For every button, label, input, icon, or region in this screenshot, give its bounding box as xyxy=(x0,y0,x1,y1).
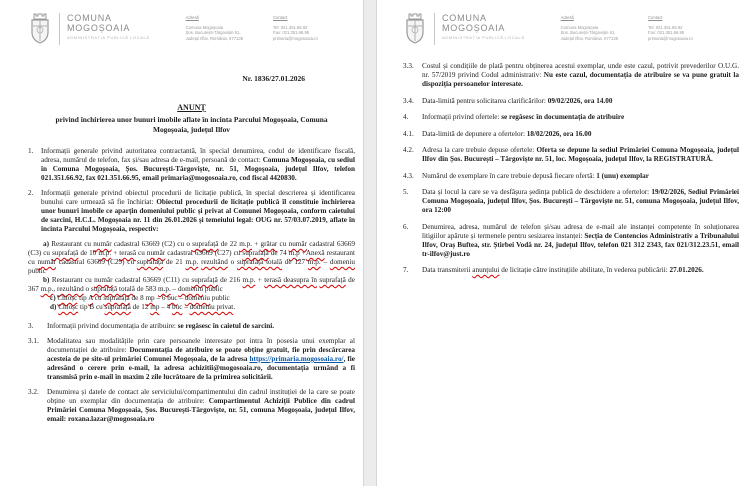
text-segment: de 367 xyxy=(28,276,355,293)
text-segment: public xyxy=(28,267,46,275)
spellcheck-flagged-text: m.p. xyxy=(242,276,256,284)
text-segment: Informații privind documentația de atribuire: xyxy=(47,322,178,330)
text-segment: Restaurant cu xyxy=(51,276,95,284)
page1-body xyxy=(28,147,355,424)
page2-body xyxy=(403,62,739,275)
text-segment: public xyxy=(209,294,230,302)
spellcheck-flagged-text: domeniu xyxy=(329,258,355,266)
text-segment: cadastral 63669 (C11) cu xyxy=(112,276,192,284)
letterhead-contact xyxy=(648,15,693,41)
text-segment: 19/02/2026, Sediul Primăriei Comuna Mogoșoaia, județul Ilfov, Șos. București – Târgoviște nr. 51, comuna Mogoșoaia, județul Ilfov, ora 12:00 xyxy=(422,188,739,214)
paragraph-number: 4. xyxy=(403,113,409,121)
org-block xyxy=(67,14,150,40)
text-segment: cadastral 63669 (C3) cu xyxy=(28,240,355,257)
text-segment: de 216 xyxy=(217,276,243,284)
text-segment: Restaurant cu xyxy=(51,240,94,248)
text-segment: de 74 xyxy=(268,249,289,257)
text-segment: a) xyxy=(43,240,52,248)
org-name xyxy=(442,14,525,33)
text-segment: + xyxy=(299,249,306,257)
paragraph-3-4 xyxy=(403,97,739,106)
text-segment: Obiectul procedurii de licitație publică îl constituie închirierea unor bunuri imobile ce aparțin domeniului public și privat al Comunei Mogoșoaia, conform caietului de sarcini, H.C.L. Mogoșoaia nr. 11 din 26.01.2026 și temeiului legal: OUG nr. 57/03.07.2019, aflate în incinta Parcului Mogoșoaia, respectiv: xyxy=(41,198,355,233)
spellcheck-flagged-text: m.p. xyxy=(40,285,54,293)
spellcheck-flagged-text: suprafață xyxy=(319,276,346,284)
paragraph-number: 3.1. xyxy=(28,337,39,345)
text-segment: public xyxy=(203,285,223,293)
org-name-line1: COMUNA xyxy=(442,13,487,23)
coat-of-arms-icon xyxy=(28,12,52,51)
spellcheck-flagged-text: număr xyxy=(93,240,112,248)
text-segment: . xyxy=(233,303,236,311)
text-segment: Numărul de exemplare în care trebuie depusă fiecare ofertă: xyxy=(422,171,597,180)
text-segment: Data și locul la care se va desfășura ședința publică de deschidere a ofertelor: xyxy=(422,188,652,196)
paragraph-1 xyxy=(28,147,355,183)
spellcheck-flagged-text: număr xyxy=(288,240,307,248)
paragraph-number: 5. xyxy=(403,188,409,196)
paragraph-4-1 xyxy=(403,130,739,139)
text-segment: Compartimentul Achiziții Publice din cadrul Primăriei Comuna Mogoșoaia, Șos. București-Târgoviște, nr. 51, comuna Mogoșoaia, județul Ilfov, email: roxana.lazar@mogosoaia.ro xyxy=(47,397,355,423)
text-segment: – xyxy=(182,303,190,311)
text-segment: cu xyxy=(92,294,104,302)
contact-line: primaria@mogosoaia.ro xyxy=(648,35,693,41)
paragraph xyxy=(28,240,355,276)
spellcheck-flagged-text: Chioșc xyxy=(57,294,78,302)
page-2 xyxy=(377,0,741,486)
letterhead xyxy=(28,10,355,58)
spellcheck-flagged-text: suprafață xyxy=(104,303,131,311)
text-segment: Nu este cazul, documentația de atribuire se va pune gratuit la dispoziția persoanelor interesate. xyxy=(422,71,739,88)
text-segment: Data transmiterii xyxy=(422,266,473,274)
address-line: Județul Ilfov, România, 077135 xyxy=(560,35,619,41)
text-segment: 09/02/2026, ora 14.00 xyxy=(547,96,613,105)
page-1 xyxy=(0,0,363,486)
document-title: ANUNȚ xyxy=(177,103,206,112)
text-segment: de licitație către instituțiile abilitate, în vederea publicării: xyxy=(499,266,670,274)
text-segment: de 22 xyxy=(218,240,240,248)
paragraph-number: 7. xyxy=(403,266,409,274)
paragraph-3-2 xyxy=(28,388,355,424)
paragraph-2 xyxy=(28,189,355,234)
spellcheck-flagged-text: mp xyxy=(150,303,160,311)
spellcheck-flagged-text: m.p. xyxy=(157,285,171,293)
spellcheck-flagged-text: suprafață totală xyxy=(90,285,135,293)
page-divider xyxy=(363,0,377,486)
paragraph-number: 4.1. xyxy=(403,129,414,138)
paragraph-3 xyxy=(28,322,355,331)
coat-of-arms-icon xyxy=(403,12,427,51)
paragraph-5 xyxy=(403,188,739,215)
org-name-line2: MOGOȘOAIA xyxy=(67,22,131,33)
text-segment: de 10 xyxy=(78,249,99,257)
contact-label: Contact xyxy=(648,15,663,20)
text-segment: Informații privind ofertele: xyxy=(422,113,502,121)
contact-line: Tel: 021.351.66.92 xyxy=(273,24,308,30)
paragraph-number: 6. xyxy=(403,222,409,231)
text-segment: Secția de Contencios Administrativ a Tribunalului Ilfov, Oraș Buftea, str. Știrbei Vodă nr. 24, județul Ilfov, telefon 021 312 2343, fax 021/312.23.51, email tr-ilfov@just.ro xyxy=(422,231,739,258)
text-segment: tip xyxy=(77,294,89,302)
paragraph-7 xyxy=(403,266,739,275)
text-segment: se regăsesc în caietul de sarcini. xyxy=(177,322,275,330)
contact-line: primaria@mogosoaia.ro xyxy=(273,35,318,41)
letterhead-divider xyxy=(434,13,435,45)
paragraph-number: 4.2. xyxy=(403,146,414,154)
text-segment: – xyxy=(177,294,185,302)
spellcheck-flagged-text: domeniu xyxy=(177,285,204,293)
letterhead-address xyxy=(186,15,243,41)
paragraph xyxy=(50,294,355,303)
paragraph-3-3 xyxy=(403,62,739,89)
text-segment: de 127 xyxy=(282,258,308,266)
spellcheck-flagged-text: suprafață totală xyxy=(236,258,283,266)
text-segment: cu xyxy=(136,249,147,257)
text-segment: restaurant cu xyxy=(28,249,355,266)
org-name xyxy=(67,14,150,33)
contact-label: Contact xyxy=(273,15,288,20)
text-segment: Costul și condițiile de plată pentru obținerea acestui exemplar, unde este cazul, potrivit prevederilor O.U.G. nr. 57/2019 privind Codul administrativ: xyxy=(422,62,739,79)
text-segment: + xyxy=(255,276,265,284)
text-segment: cadastral 63669 (C29) cu xyxy=(55,258,137,266)
text-segment: 1 (unu) exemplar xyxy=(596,171,649,180)
text-segment: o xyxy=(227,258,237,266)
org-name-line1: COMUNA xyxy=(67,13,112,23)
spellcheck-flagged-text: m.p. xyxy=(185,258,199,266)
text-segment: Oferta se depune la sediul Primăriei Comuna Mogoșoaia, județul Ilfov din Șos. București – Târgoviște nr. 51, loc. Mogoșoaia, județul Ilfov, la REGISTRATURĂ. xyxy=(422,146,739,163)
paragraph-number: 4.3. xyxy=(403,171,414,180)
spellcheck-flagged-text: terasă deasupra în xyxy=(264,276,317,284)
address-line: Șos. București-Târgoviște 51, xyxy=(185,30,241,36)
text-segment: Informații generale privind autoritatea contractantă, în special denumirea, codul de identificare fiscală, adresa, numărul de telefon, fax și/sau adresa de e-mail, persoană de contact: xyxy=(41,147,355,164)
text-segment: Documentația de atribuire se poate obține gratuit, fie prin descărcarea acesteia de pe site-ul primăriei Comunei Mogoșoaia, de la adresa xyxy=(47,346,356,363)
text-segment: de 8 xyxy=(129,294,146,302)
text-segment: Denumirea, adresa, numărul de telefon și/sau adresa de e-mail ale instanței competente în soluționarea litigiilor apărute și termenele pentru sesizarea instanței: xyxy=(422,222,739,240)
spellcheck-flagged-text: m.p. xyxy=(239,240,252,248)
letterhead xyxy=(403,10,739,58)
contact-line: Tel: 021.351.66.92 xyxy=(648,24,683,30)
spellcheck-flagged-text: suprafață xyxy=(191,276,218,284)
spellcheck-flagged-text: număr xyxy=(94,276,113,284)
org-subtitle: ADMINISTRAȚIA PUBLICĂ LOCALĂ xyxy=(442,35,525,40)
paragraph-number: 1. xyxy=(28,147,34,155)
paragraph-4-3 xyxy=(403,172,739,181)
spellcheck-flagged-text: m.p. xyxy=(98,249,112,257)
text-segment: cadastral 63669 (C2) cu o xyxy=(111,240,193,248)
text-segment: Data-limită pentru solicitarea clarificărilor: xyxy=(422,96,548,105)
spellcheck-flagged-text: mp xyxy=(145,294,155,302)
text-segment: c) xyxy=(50,294,58,302)
spellcheck-flagged-text: număr xyxy=(146,249,166,257)
text-segment: + xyxy=(111,249,120,257)
paragraph-number: 3.3. xyxy=(403,62,414,70)
spellcheck-flagged-text: domeniu xyxy=(184,294,210,302)
spellcheck-flagged-text: Chioșc xyxy=(58,303,79,311)
text-segment: Adresa la care trebuie depuse ofertele: xyxy=(422,146,537,154)
text-segment: 27.01.2026. xyxy=(669,266,704,274)
document-subtitle: privind închirierea unor bunuri imobile aflate în incinta Parcului Mogoșoaia, Comuna Mogoșoaia, județul Ilfov xyxy=(55,115,328,134)
paragraph xyxy=(50,303,355,312)
spellcheck-flagged-text: rezultând xyxy=(201,258,228,266)
text-segment: de 12 xyxy=(130,303,151,311)
org-name-line2: MOGOȘOAIA xyxy=(442,22,506,33)
text-segment: Modalitatea sau modalitățile prin care persoanele interesate pot intra în posesia unui exemplar al documentației de atribuire: xyxy=(47,337,355,354)
contact-line: Fax: 021.351.66.95 xyxy=(273,30,310,36)
spellcheck-flagged-text: rezultând xyxy=(56,285,84,293)
paragraph-number: 3.2. xyxy=(28,388,39,396)
text-segment: – xyxy=(170,285,178,293)
text-segment: cadastral 63669 (C27) cu xyxy=(165,249,243,257)
spellcheck-flagged-text: m.p xyxy=(288,249,300,257)
paragraph xyxy=(28,276,355,294)
address-line: Comuna Mogoșoaia xyxy=(185,24,224,30)
address-line: Comuna Mogoșoaia xyxy=(560,24,599,30)
text-segment: – xyxy=(320,258,330,266)
spellcheck-flagged-text: suprafață xyxy=(136,258,164,266)
text-segment: o xyxy=(83,285,91,293)
letterhead-divider xyxy=(59,13,60,45)
paragraph-number: 2. xyxy=(28,189,34,197)
text-segment: d) xyxy=(50,303,59,311)
letterhead-address xyxy=(561,15,618,41)
paragraph-number: 3. xyxy=(28,322,34,330)
spellcheck-flagged-text: suprafață xyxy=(242,249,269,257)
spellcheck-flagged-text: m.p. xyxy=(307,258,321,266)
text-segment: se regăsesc în documentația de atribuire xyxy=(501,113,625,121)
spellcheck-flagged-text: domeniu privat xyxy=(189,303,234,311)
spellcheck-flagged-text: Anexă xyxy=(305,249,325,257)
spellcheck-flagged-text: anunțului xyxy=(472,266,500,274)
contact-line: Fax: 021.351.66.95 xyxy=(648,30,685,36)
spellcheck-flagged-text: grătar xyxy=(260,240,278,248)
text-segment: tip B cu xyxy=(78,303,105,311)
text-segment: b) xyxy=(43,276,52,284)
org-block xyxy=(442,14,525,40)
paragraph-number: 3.4. xyxy=(403,96,414,105)
text-segment: de 583 xyxy=(135,285,158,293)
text-segment: Denumirea și datele de contact ale serviciului/compartimentului din cadrul instituției de la care se poate obține un exemplar din documentația de atribuire: xyxy=(47,388,355,405)
text-segment: cu xyxy=(277,240,289,248)
spellcheck-flagged-text: suprafață xyxy=(52,249,79,257)
document-number: Nr. 1836/27.01.2026 xyxy=(242,74,305,83)
text-segment: , fie adresând o cerere prin e-mail, la adresa achizitii@mogosoaia.ro, documentația urmând a fi transmisă prin e-mail în maxim 2 zile lucrătoare de la primirea solicitării. xyxy=(47,355,355,381)
spellcheck-flagged-text: A xyxy=(88,294,93,302)
address-line: Șos. București-Târgoviște 51, xyxy=(560,30,616,36)
text-segment: + xyxy=(252,240,261,248)
paragraph-3-1 xyxy=(28,337,355,382)
address-line: Județul Ilfov, România, 077135 xyxy=(185,35,244,41)
text-segment: – 4 xyxy=(159,303,173,311)
text-segment: Informații generale privind obiectul procedurii de licitație publică, în special descrierea și identificarea bunului care urmează să fie închiriat: xyxy=(41,189,355,206)
paragraph-6 xyxy=(403,223,739,259)
spellcheck-flagged-text: suprafață xyxy=(192,240,219,248)
address-label: Adresă xyxy=(185,15,199,20)
org-subtitle: ADMINISTRAȚIA PUBLICĂ LOCALĂ xyxy=(67,35,150,40)
text-segment: de 21 xyxy=(163,258,186,266)
text-segment: , xyxy=(53,285,57,293)
text-segment: Comuna Mogoșoaia, cu sediul în Comuna Mogoșoaia, Șos. București-Târgoviște, nr. 51, Mogoșoaia, județul Ilfov, telefon 021.351.66.92, fax 021.351.66.95, email primaria@mogosoaia.ro, cod fiscal 4420830. xyxy=(41,156,355,182)
text-segment: 18/02/2026, ora 16.00 xyxy=(526,129,592,138)
spellcheck-flagged-text: buc xyxy=(172,303,183,311)
spellcheck-flagged-text: număr xyxy=(37,258,56,266)
spellcheck-flagged-text: buc xyxy=(167,294,178,302)
primaria-website-link[interactable]: https://primaria.mogosoaia.ro/ xyxy=(249,355,344,363)
letterhead-contact xyxy=(273,15,318,41)
text-segment: Data-limită de depunere a ofertelor: xyxy=(422,129,527,138)
address-label: Adresă xyxy=(560,15,574,20)
spellcheck-flagged-text: suprafață xyxy=(103,294,130,302)
text-segment: – 6 xyxy=(154,294,168,302)
paragraph-4-2 xyxy=(403,146,739,164)
spellcheck-flagged-text: terasă xyxy=(119,249,137,257)
paragraph-4 xyxy=(403,113,739,122)
